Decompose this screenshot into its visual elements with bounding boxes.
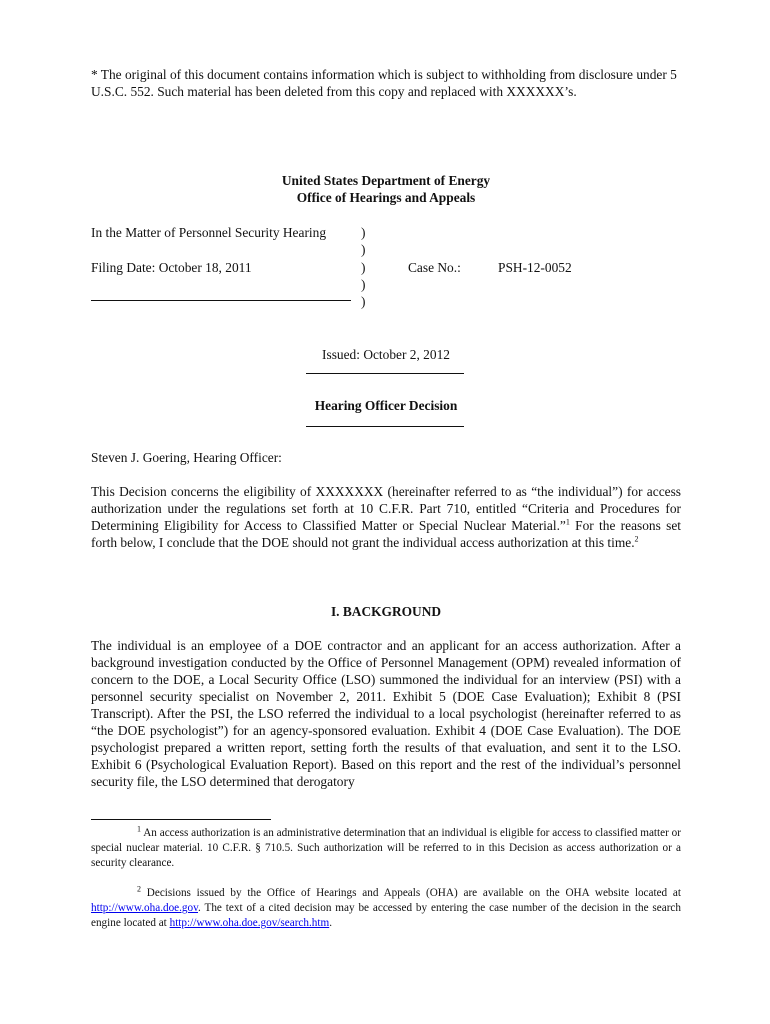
caption-paren: )	[361, 277, 366, 292]
oha-website-link[interactable]: http://www.oha.doe.gov	[91, 902, 198, 914]
matter-line: In the Matter of Personnel Security Hearing	[91, 225, 327, 240]
intro-paragraph	[91, 483, 681, 551]
decision-title: Hearing Officer Decision	[314, 398, 458, 413]
footnote-text: . The text of a cited decision may be accessed by entering the case number of the decision in the search engine located at	[91, 902, 681, 929]
caption-paren: )	[361, 260, 366, 275]
footnote-number: 2	[137, 884, 141, 894]
hearing-officer-line: Steven J. Goering, Hearing Officer:	[91, 450, 282, 465]
office-name: Office of Hearings and Appeals	[296, 190, 476, 205]
oha-search-link[interactable]: http://www.oha.doe.gov/search.htm	[169, 917, 330, 929]
filing-date: Filing Date: October 18, 2011	[91, 260, 252, 275]
issued-rule	[306, 373, 464, 374]
intro-text: For the reasons set forth below, I conclude that the DOE should not grant the individual access authorization at this time.	[91, 518, 681, 550]
withholding-notice: * The original of this document contains information which is subject to withholding from disclosure under 5 U.S.C. 552. Such material has been deleted from this copy and replaced with XXXXXX’s.	[91, 67, 677, 99]
case-number-label: Case No.:	[408, 260, 461, 275]
background-paragraph: The individual is an employee of a DOE contractor and an applicant for an access authorization. After a background investigation conducted by the Office of Personnel Management (OPM) revealed information of concern to the DOE, a Local Security Office (LSO) summoned the individual for an interview (PSI) with a personnel security specialist on November 2, 2011. Exhibit 5 (DOE Case Evaluation); Exhibit 8 (PSI Transcript). After the PSI, the LSO referred the individual to a local psychologist (hereinafter referred to as “the DOE psychologist”) for an agency-sponsored evaluation. Exhibit 4 (DOE Case Evaluation). The DOE psychologist prepared a written report, setting forth the results of that evaluation, and sent it to the LSO. Exhibit 6 (Psychological Evaluation Report). Based on this report and the rest of the individual’s personnel security file, the LSO determined that derogatory	[91, 638, 681, 789]
footnote-1	[91, 826, 681, 871]
footnote-ref-1[interactable]: 1	[565, 517, 570, 527]
agency-name: United States Department of Energy	[281, 173, 491, 188]
issued-date: Issued: October 2, 2012	[322, 347, 450, 362]
footnote-2	[91, 886, 681, 931]
caption-underline	[91, 300, 351, 301]
footnote-separator	[91, 819, 271, 820]
case-number: PSH-12-0052	[498, 260, 572, 275]
caption-paren: )	[361, 242, 366, 257]
footnote-text: .	[329, 917, 332, 929]
footnote-text: Decisions issued by the Office of Hearings and Appeals (OHA) are available on the OHA website located at	[141, 887, 681, 899]
section-heading: I. BACKGROUND	[330, 604, 442, 619]
caption-paren: )	[361, 225, 366, 240]
title-rule	[306, 426, 464, 427]
intro-text: This Decision concerns the eligibility of XXXXXXX (hereinafter referred to as “the individual”) for access authorization under the regulations set forth at 10 C.F.R. Part 710, entitled “Criteria and Procedures for Determining Eligibility for Access to Classified Matter or Special Nuclear Material.”	[91, 484, 681, 533]
footnote-ref-2[interactable]: 2	[634, 534, 639, 544]
footnote-text: An access authorization is an administrative determination that an individual is eligible for access to classified matter or special nuclear material. 10 C.F.R. § 710.5. Such authorization will be referred to in this Decision as access authorization or a security clearance.	[91, 827, 681, 869]
caption-paren: )	[361, 294, 366, 309]
footnote-number: 1	[137, 824, 141, 834]
